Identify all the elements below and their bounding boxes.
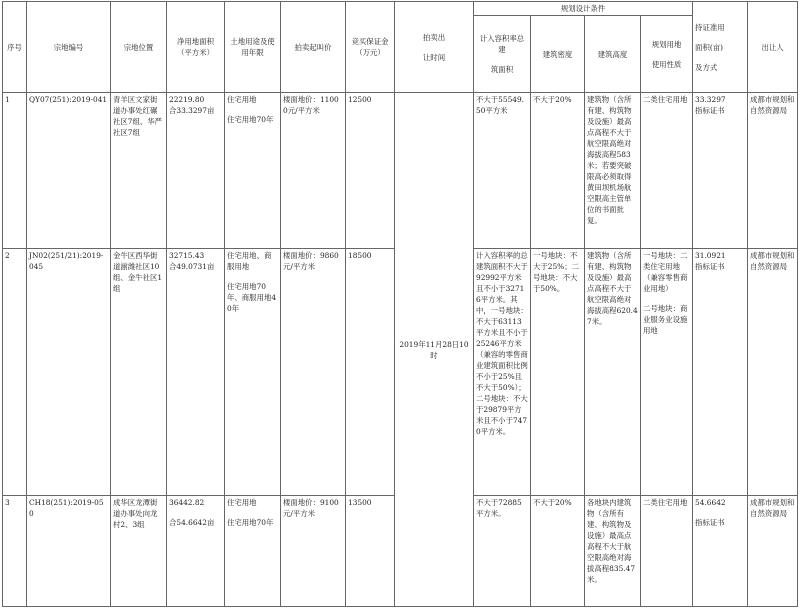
header-row-top bbox=[3, 2, 798, 16]
header-plan-use-line1: 规划用地 bbox=[651, 39, 682, 49]
cell-deposit: 12500 bbox=[346, 93, 395, 249]
header-deposit-line2: （万元） bbox=[355, 48, 385, 57]
header-cert-line3: 及方式 bbox=[695, 62, 718, 72]
land-auction-table bbox=[2, 1, 798, 607]
header-code: 宗地编号 bbox=[27, 2, 111, 93]
cell-deposit: 18500 bbox=[346, 249, 395, 496]
cert-method: 指标证书 bbox=[695, 106, 725, 115]
cell-cert bbox=[693, 496, 748, 607]
header-height: 建筑高度 bbox=[585, 16, 641, 93]
header-auction-time-line2: 让时间 bbox=[422, 52, 446, 62]
header-usage-line1: 土地用途及使 bbox=[230, 37, 275, 46]
header-cert-line2: 面积(亩) bbox=[695, 42, 723, 52]
plan-use-line: 二类住宅用地 bbox=[643, 95, 688, 104]
header-area-line2: （平方米） bbox=[177, 48, 214, 57]
cell-usage bbox=[225, 93, 281, 249]
cell-code: JN02(251/21):2019-045 bbox=[27, 249, 111, 496]
plan-use-line: 二类住宅用地 bbox=[643, 498, 688, 507]
header-usage bbox=[225, 2, 281, 93]
header-deposit-line1: 竞买保证金 bbox=[351, 37, 389, 46]
plan-use-line: 一号地块：二类住宅用地（兼容零售商业用地） bbox=[643, 251, 688, 293]
cert-area: 33.3297 bbox=[695, 95, 726, 104]
cell-far: 不大于72885平方米。 bbox=[474, 496, 531, 607]
cert-area: 54.6642 bbox=[695, 498, 726, 507]
cell-density: 一号地块：不大于25%；二号地块：不大于50%。 bbox=[531, 249, 585, 496]
cell-area bbox=[167, 249, 225, 496]
area-sqm: 22219.80 bbox=[169, 95, 205, 104]
header-cert bbox=[693, 2, 748, 93]
header-far-line1: 计入容积率总 bbox=[479, 34, 525, 43]
cert-area: 31.0921 bbox=[695, 251, 726, 260]
cell-seq: 3 bbox=[3, 496, 27, 607]
area-mu: 合54.6642亩 bbox=[169, 518, 215, 527]
cell-code: CH18(251):2019-050 bbox=[27, 496, 111, 607]
plan-use-line: 二号地块：商业服务业设施用地 bbox=[643, 304, 688, 335]
header-plan-use-line2: 使用性质 bbox=[651, 59, 682, 69]
header-usage-line2: 用年限 bbox=[241, 48, 264, 57]
cell-transferor: 成都市规划和自然资源局 bbox=[748, 496, 798, 607]
cell-location: 成华区龙潭街道办事处向龙村2、3组 bbox=[111, 496, 167, 607]
header-area bbox=[167, 2, 225, 93]
cert-method: 指标证书 bbox=[695, 262, 725, 271]
header-cert-line1: 持证准用 bbox=[695, 22, 725, 32]
usage-term: 住宅用地70年、商服用地40年 bbox=[227, 282, 277, 313]
cell-plan-use bbox=[641, 93, 693, 249]
header-plan-use bbox=[641, 16, 693, 93]
cell-price: 楼面地价：11000元/平方米 bbox=[281, 93, 346, 249]
cell-transferor: 成都市规划和自然资源局 bbox=[748, 93, 798, 249]
cell-price: 楼面地价：9860元/平方米 bbox=[281, 249, 346, 496]
area-mu: 合33.3297亩 bbox=[169, 106, 215, 115]
header-location: 宗地位置 bbox=[111, 2, 167, 93]
header-far-line2: 建 bbox=[498, 45, 506, 54]
header-auction-time bbox=[395, 2, 474, 93]
usage-type: 住宅用地、商服用地 bbox=[227, 251, 272, 271]
header-area-line1: 净用地面积 bbox=[177, 37, 214, 46]
header-planning: 规划设计条件 bbox=[474, 2, 693, 16]
cell-transferor: 成都市规划和自然资源局 bbox=[748, 249, 798, 496]
area-sqm: 32715.43 bbox=[169, 251, 205, 260]
area-sqm: 36442.82 bbox=[169, 498, 205, 507]
cell-seq: 1 bbox=[3, 93, 27, 249]
cell-price: 楼面地价：9100元/平方米 bbox=[281, 496, 346, 607]
header-start-price: 拍卖起叫价 bbox=[281, 2, 346, 93]
usage-term: 住宅用地70年 bbox=[227, 518, 274, 527]
usage-term: 住宅用地70年 bbox=[227, 115, 274, 124]
cell-far: 不大于55549.50平方米 bbox=[474, 93, 531, 249]
cell-area bbox=[167, 93, 225, 249]
cell-location: 青羊区文家街道办事处红碾社区7组、华严社区7组 bbox=[111, 93, 167, 249]
cell-cert bbox=[693, 249, 748, 496]
header-auction-time-line1: 拍卖出 bbox=[422, 32, 446, 42]
cell-plan-use bbox=[641, 249, 693, 496]
header-far-line3: 筑面积 bbox=[490, 65, 514, 74]
usage-type: 住宅用地 bbox=[227, 95, 257, 104]
cell-seq: 2 bbox=[3, 249, 27, 496]
area-mu: 合49.0731亩 bbox=[169, 262, 215, 271]
header-far bbox=[474, 16, 531, 93]
cert-method: 指标证书 bbox=[695, 518, 725, 527]
header-transferor: 出让人 bbox=[748, 2, 798, 93]
cell-deposit: 13500 bbox=[346, 496, 395, 607]
cell-far: 计入容积率的总建筑面积不大于92992平方米且不小于32716平方米。其中，一号地块：不大于63113平方米且不小于25246平方米（兼容的零售商业建筑面积比例不小于25%且不大于50%）；二号地块：不大于29879平方米且不小于7470平方米。 bbox=[474, 249, 531, 496]
cell-height: 各地块内建筑物（含所有建、构筑物及设施）最高点高程不大于航空限高绝对海拔高程835.47米。 bbox=[585, 496, 641, 607]
cell-density: 不大于20% bbox=[531, 496, 585, 607]
table-row bbox=[3, 93, 798, 249]
cell-code: QY07(251):2019-041 bbox=[27, 93, 111, 249]
header-seq: 序号 bbox=[3, 2, 27, 93]
cell-area bbox=[167, 496, 225, 607]
cell-cert bbox=[693, 93, 748, 249]
cell-density: 不大于20% bbox=[531, 93, 585, 249]
cell-usage bbox=[225, 496, 281, 607]
header-deposit bbox=[346, 2, 395, 93]
usage-type: 住宅用地 bbox=[227, 498, 257, 507]
cell-auction-time: 2019年11月28日10时 bbox=[395, 93, 474, 607]
cell-usage bbox=[225, 249, 281, 496]
cell-height: 建筑物（含所有建、构筑物及设施）最高点高程不大于航空限高绝对海拔高程583米；若要突破限高必须取得黄田坝机场航空限高主管单位的书面批复。 bbox=[585, 93, 641, 249]
cell-plan-use bbox=[641, 496, 693, 607]
cell-height: 建筑物（含所有建、构筑物及设施）最高点高程不大于航空限高绝对海拔高程620.47米。 bbox=[585, 249, 641, 496]
header-density: 建筑密度 bbox=[531, 16, 585, 93]
cell-location: 金牛区西华街道湔潍社区10组、金牛社区1组 bbox=[111, 249, 167, 496]
